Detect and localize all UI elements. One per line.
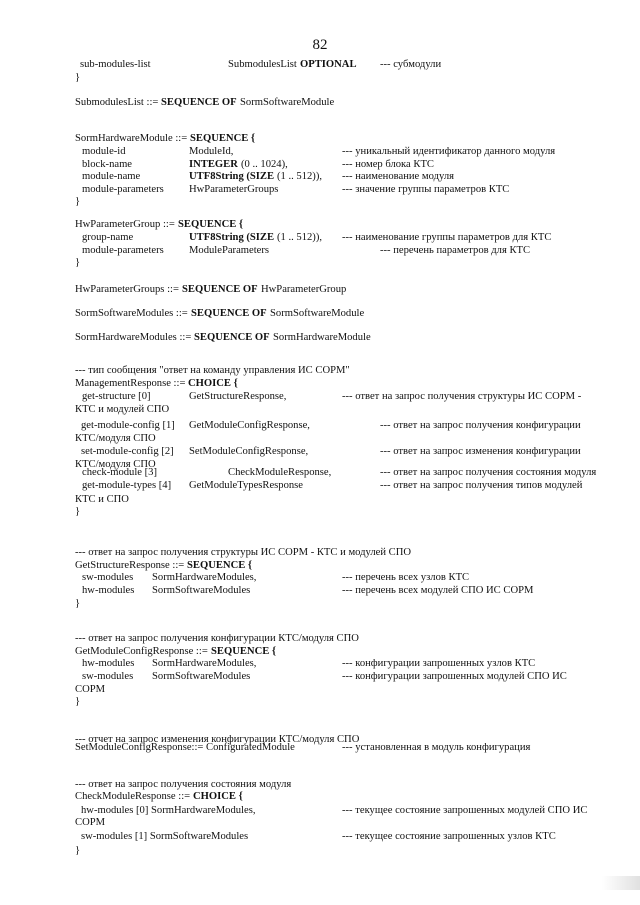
code-line-text: SormSoftwareModules ::= [75,308,188,319]
type-name: GetStructureResponse, [189,391,287,402]
code-line-text: GetModuleConfigResponse ::= [75,646,208,657]
keyword: CHOICE { [188,378,238,389]
code-line-text: hw-modules [0] SormHardwareModules, [81,805,256,816]
code-line-text: СОРМ [75,684,106,695]
code-line-text: sub-modules-list [80,59,151,70]
keyword: UTF8String (SIZE [189,232,275,243]
comment: --- значение группы параметров КТС [342,184,510,195]
type-name: ConfiguratedModule [206,742,295,753]
keyword: SEQUENCE { [178,219,244,230]
code-line-text: } [75,845,81,856]
comment: --- ответ на запрос получения состояния модуля [380,467,597,478]
type-name: HwParameterGroups [189,184,279,195]
keyword: SEQUENCE OF [191,308,267,319]
code-line-text: module-parameters [82,245,164,256]
code-line-text: sw-modules [82,572,134,583]
code-line-text: --- тип сообщения "ответ на команду управления ИС СОРМ" [75,365,350,376]
code-line-text: } [75,72,81,83]
comment: --- ответ на запрос изменения конфигурации [380,446,581,457]
code-line-text: КТС/модуля СПО [75,459,156,470]
code-line-text: HwParameterGroups ::= [75,284,179,295]
code-line-text: } [75,598,81,609]
type-name: HwParameterGroup [261,284,347,295]
type-name: SormHardwareModules, [152,572,257,583]
comment: --- текущее состояние запрошенных узлов КТС [342,831,556,842]
code-line-text: --- ответ на запрос получения состояния модуля [75,779,292,790]
code-line-text: GetStructureResponse ::= [75,560,185,571]
keyword: CHOICE { [193,791,243,802]
comment: --- наименование группы параметров для КТС [342,232,552,243]
type-name: SormSoftwareModules [152,585,251,596]
code-line-text: SubmodulesList ::= [75,97,159,108]
code-line-text: --- ответ на запрос получения структуры ИС СОРМ - КТС и модулей СПО [75,547,412,558]
comment: --- перечень всех модулей СПО ИС СОРМ [342,585,534,596]
comment: --- перечень всех узлов КТС [342,572,470,583]
code-line-text: КТС и СПО [75,494,129,505]
scan-edge [602,876,640,890]
type-name: SormSoftwareModules [152,671,251,682]
type-name: (1 .. 512)), [277,171,323,182]
code-line-text: SormHardwareModule ::= [75,133,188,144]
code-line-text: --- отчет на запрос изменения конфигурации КТС/модуля СПО [75,734,360,745]
type-name: SetModuleConfigResponse, [189,446,309,457]
comment: --- ответ на запрос получения типов модулей [380,480,583,491]
code-line-text: СОРМ [75,817,106,828]
keyword: SEQUENCE OF [194,332,270,343]
comment: --- субмодули [380,59,442,70]
type-name: SormSoftwareModule [270,308,365,319]
code-line-text: hw-modules [82,658,135,669]
code-line-text: SormHardwareModules ::= [75,332,192,343]
code-line-text: КТС/модуля СПО [75,433,156,444]
keyword: SEQUENCE { [190,133,256,144]
code-line-text: sw-modules [82,671,134,682]
type-name: SubmodulesList [228,59,297,70]
code-line-text: } [75,257,81,268]
code-line-text: ManagementResponse ::= [75,378,186,389]
code-line-text: module-id [82,146,126,157]
keyword: UTF8String (SIZE [189,171,275,182]
page-number: 82 [312,37,328,53]
comment: --- наименование модуля [342,171,454,182]
code-line-text: get-module-config [1] [81,420,175,431]
code-line-text: КТС и модулей СПО [75,404,170,415]
comment: --- конфигурации запрошенных модулей СПО ИС [342,671,567,682]
type-name: SormSoftwareModule [240,97,335,108]
keyword: SEQUENCE { [187,560,253,571]
keyword: INTEGER [189,159,238,170]
code-line-text: block-name [82,159,133,170]
code-line-text: sw-modules [1] SormSoftwareModules [81,831,249,842]
keyword: OPTIONAL [300,59,357,70]
comment: --- конфигурации запрошенных узлов КТС [342,658,536,669]
code-line-text: CheckModuleResponse ::= [75,791,191,802]
code-line-text: check-module [3] [82,467,158,478]
code-line-text: get-module-types [4] [82,480,172,491]
type-name: CheckModuleResponse, [228,467,332,478]
code-line-text: } [75,196,81,207]
code-line-text: hw-modules [82,585,135,596]
type-name: ModuleParameters [189,245,270,256]
comment: --- ответ на запрос получения конфигурации [380,420,581,431]
comment: --- уникальный идентификатор данного модуля [342,146,556,157]
code-line-text: } [75,506,81,517]
code-line-text: get-structure [0] [82,391,151,402]
code-line-text: SetModuleConfigResponse::= [75,742,204,753]
comment: --- перечень параметров для КТС [380,245,531,256]
comment: --- ответ на запрос получения структуры ИС СОРМ - [342,391,582,402]
keyword: SEQUENCE OF [182,284,258,295]
type-name: SormHardwareModule [273,332,371,343]
code-line-text: group-name [82,232,134,243]
code-line-text: } [75,696,81,707]
keyword: SEQUENCE { [211,646,277,657]
type-name: GetModuleTypesResponse [189,480,304,491]
code-line-text: HwParameterGroup ::= [75,219,175,230]
comment: --- текущее состояние запрошенных модулей СПО ИС [342,805,588,816]
code-line-text: set-module-config [2] [81,446,174,457]
code-line-text: --- ответ на запрос получения конфигурации КТС/модуля СПО [75,633,359,644]
code-line-text: module-name [82,171,141,182]
type-name: SormHardwareModules, [152,658,257,669]
comment: --- номер блока КТС [342,159,434,170]
type-name: ModuleId, [189,146,234,157]
code-line-text: module-parameters [82,184,164,195]
comment: --- установленная в модуль конфигурация [342,742,531,753]
type-name: GetModuleConfigResponse, [189,420,310,431]
type-name: (0 .. 1024), [241,159,288,170]
keyword: SEQUENCE OF [161,97,237,108]
type-name: (1 .. 512)), [277,232,323,243]
